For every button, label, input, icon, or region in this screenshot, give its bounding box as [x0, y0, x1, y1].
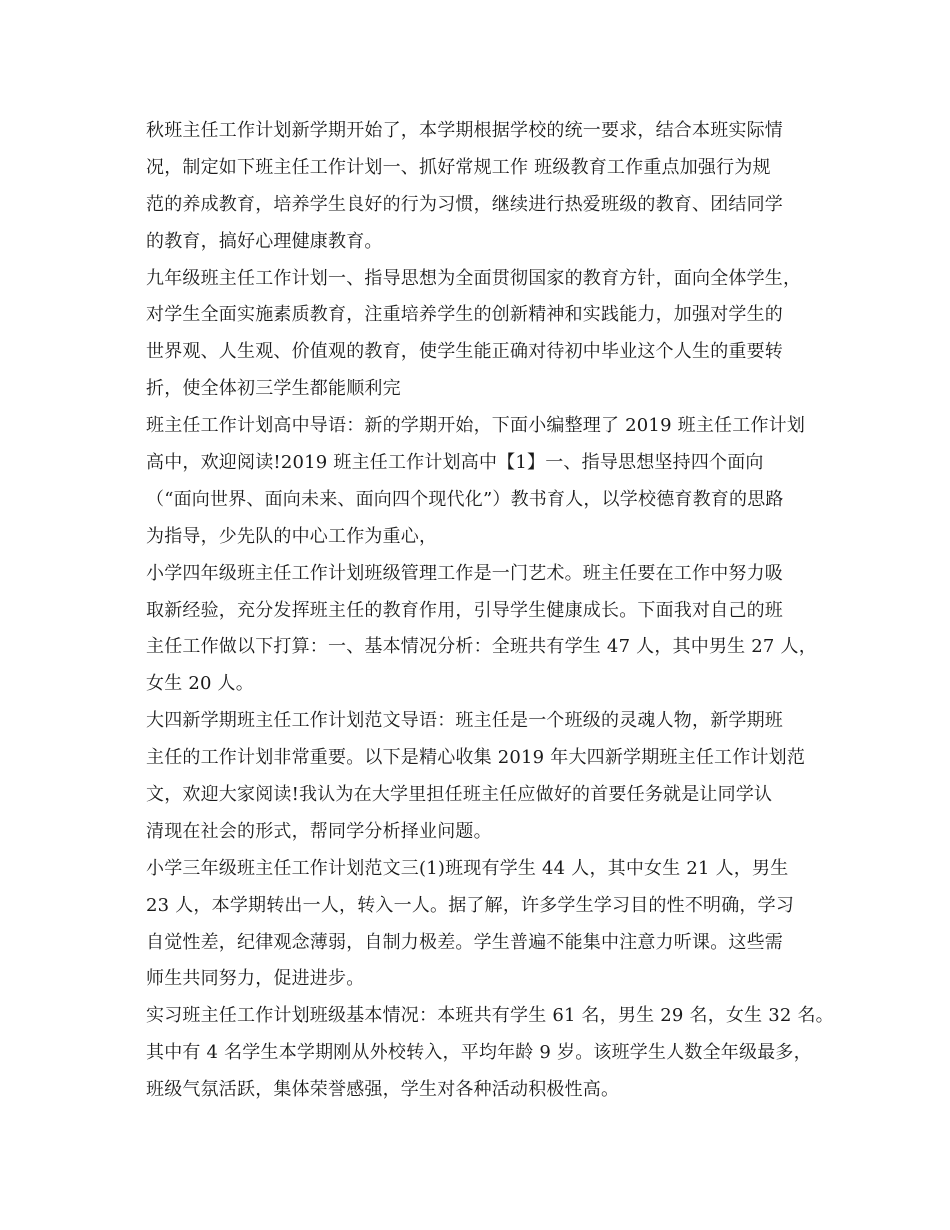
- text-line: 为指导，少先队的中心工作为重心，: [146, 525, 438, 547]
- text-line: 取新经验，充分发挥班主任的教育作用，引导学生健康成长。下面我对自己的班: [146, 599, 783, 621]
- text-line: 自觉性差，纪律观念薄弱，自制力极差。学生普遍不能集中注意力听课。这些需: [146, 931, 783, 953]
- text-line: 高中，欢迎阅读!2019 班主任工作计划高中【1】一、指导思想坚持四个面向: [146, 452, 764, 474]
- text-line: 班主任工作计划高中导语：新的学期开始，下面小编整理了 2019 班主任工作计划: [146, 415, 806, 437]
- text-line: 大四新学期班主任工作计划范文导语：班主任是一个班级的灵魂人物，新学期班: [146, 710, 783, 732]
- text-line: 小学三年级班主任工作计划范文三(1)班现有学生 44 人，其中女生 21 人，男生: [146, 857, 789, 879]
- text-line: 师生共同努力，促进进步。: [146, 968, 365, 990]
- text-line: 23 人，本学期转出一人，转入一人。据了解，许多学生学习目的性不明确，学习: [146, 894, 795, 916]
- text-line: 其中有 4 名学生本学期刚从外校转入，平均年龄 9 岁。该班学生人数全年级最多，: [146, 1042, 812, 1064]
- text-line: 对学生全面实施素质教育，注重培养学生的创新精神和实践能力，加强对学生的: [146, 304, 783, 326]
- text-line: 的教育，搞好心理健康教育。: [146, 230, 383, 252]
- text-line: 主任的工作计划非常重要。以下是精心收集 2019 年大四新学期班主任工作计划范: [146, 747, 806, 769]
- text-line: 主任工作做以下打算：一、基本情况分析：全班共有学生 47 人，其中男生 27 人，: [146, 636, 817, 658]
- text-line: 清现在社会的形式，帮同学分析择业问题。: [146, 820, 492, 842]
- text-line: （“面向世界、面向未来、面向四个现代化”）教书育人，以学校德育教育的思路: [146, 488, 784, 510]
- text-line: 况，制定如下班主任工作计划一、抓好常规工作 班级教育工作重点加强行为规: [146, 156, 771, 178]
- text-line: 小学四年级班主任工作计划班级管理工作是一门艺术。班主任要在工作中努力吸: [146, 562, 783, 584]
- text-line: 范的养成教育，培养学生良好的行为习惯，继续进行热爱班级的教育、团结同学: [146, 193, 783, 215]
- text-line: 秋班主任工作计划新学期开始了，本学期根据学校的统一要求，结合本班实际情: [146, 120, 783, 141]
- paragraph-intern-plan: [146, 998, 834, 1109]
- text-line: 文，欢迎大家阅读!我认为在大学里担任班主任应做好的首要任务就是让同学认: [146, 784, 773, 806]
- document-body: [146, 113, 834, 1109]
- text-line: 班级气氛活跃，集体荣誉感强，学生对各种活动积极性高。: [146, 1079, 620, 1101]
- text-line: 实习班主任工作计划班级基本情况：本班共有学生 61 名，男生 29 名，女生 32 名。: [146, 1005, 834, 1027]
- text-line: 世界观、人生观、价值观的教育，使学生能正确对待初中毕业这个人生的重要转: [146, 341, 783, 363]
- text-line: 折，使全体初三学生都能顺利完: [146, 378, 401, 400]
- text-line: 女生 20 人。: [146, 673, 254, 695]
- paragraph-grade-three-plan: [146, 851, 822, 999]
- paragraph-grade-four-plan: [146, 556, 822, 704]
- paragraph-autumn-plan: [146, 113, 822, 261]
- text-line: 九年级班主任工作计划一、指导思想为全面贯彻国家的教育方针，面向全体学生，: [146, 267, 802, 289]
- paragraph-university-plan: [146, 703, 822, 851]
- paragraph-grade-nine-plan: [146, 261, 822, 409]
- paragraph-high-school-plan: [146, 408, 822, 556]
